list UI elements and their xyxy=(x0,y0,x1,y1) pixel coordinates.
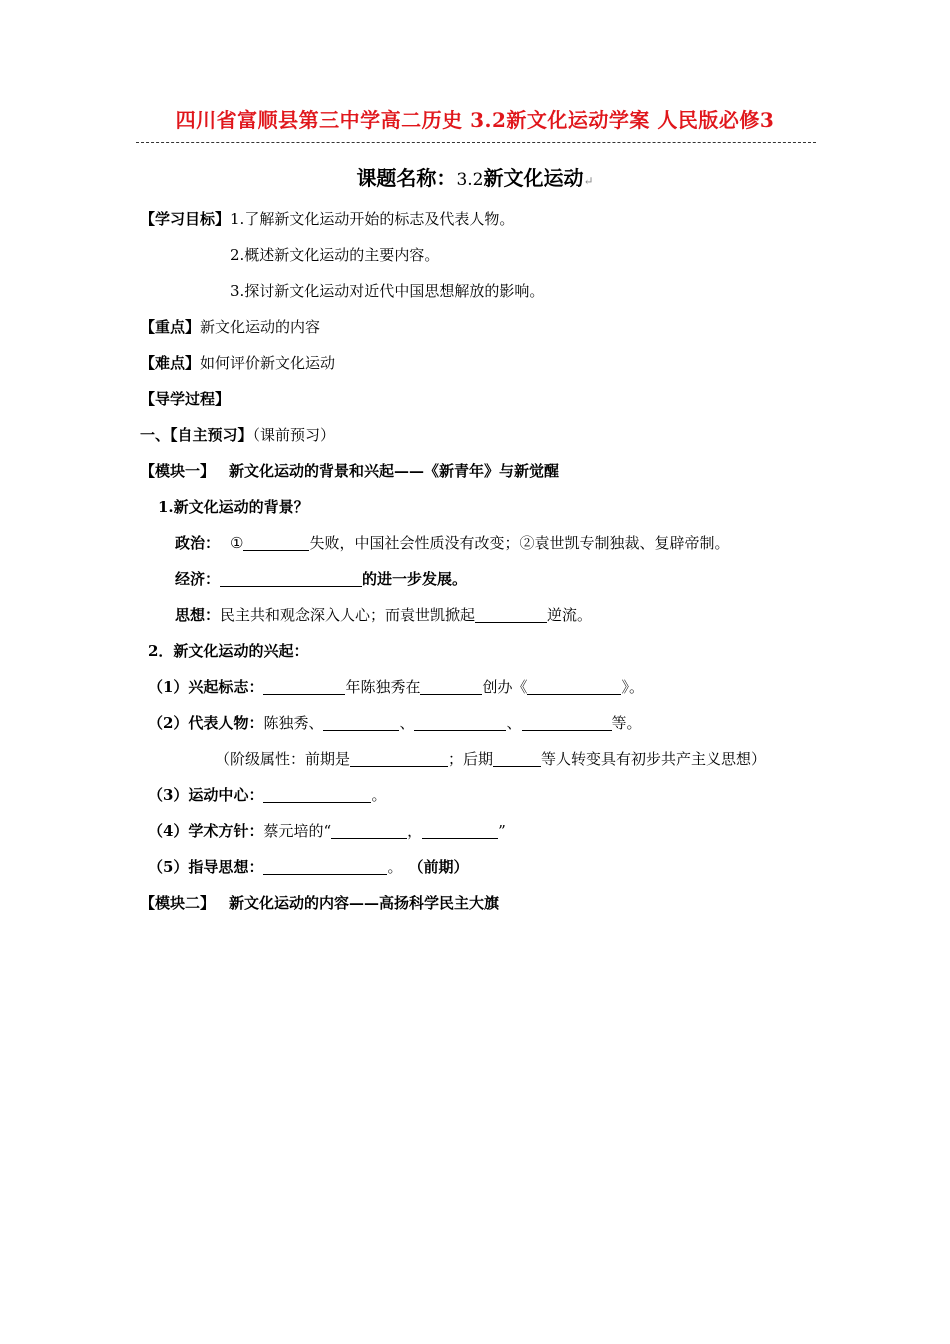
thought-line xyxy=(175,605,592,625)
title-divider xyxy=(136,142,816,143)
module-one-label: 【模块一】 xyxy=(140,462,216,480)
rise-item-2-text: 陈独秀、 xyxy=(263,714,324,732)
module-two-label: 【模块二】 xyxy=(140,894,216,912)
objective-item: 2.概述新文化运动的主要内容。 xyxy=(230,246,440,264)
economy-line xyxy=(175,569,467,589)
rise-item-5 xyxy=(148,857,468,877)
rise-item-1 xyxy=(148,677,644,697)
politics-marker: ① xyxy=(230,534,244,552)
rise-item-2-label: （2）代表人物： xyxy=(148,714,264,732)
fill-blank[interactable] xyxy=(414,714,506,731)
key-point-text: 新文化运动的内容 xyxy=(200,318,321,336)
fill-blank[interactable] xyxy=(522,714,612,731)
fill-blank[interactable] xyxy=(263,858,387,875)
economy-label: 经济： xyxy=(175,570,221,588)
document-title: 四川省富顺县第三中学高二历史 3.2新文化运动学案 人民版必修3 xyxy=(175,108,775,132)
politics-text: 失败，中国社会性质没有改变；②袁世凯专制独裁、复辟帝制。 xyxy=(309,534,730,552)
fill-blank[interactable] xyxy=(475,606,547,623)
module-one-heading xyxy=(140,461,559,481)
module-one-title: 新文化运动的背景和兴起——《新青年》与新觉醒 xyxy=(229,462,560,480)
key-point-line xyxy=(140,317,320,337)
rise-item-1-label: （1）兴起标志： xyxy=(148,678,264,696)
objective-item: 3.探讨新文化运动对近代中国思想解放的影响。 xyxy=(230,282,545,300)
rise-item-5-end: 。 xyxy=(387,858,403,876)
thought-end: 逆流。 xyxy=(547,606,593,624)
objectives-line-1 xyxy=(140,209,514,229)
paragraph-mark-icon: ↵ xyxy=(583,174,594,188)
class-nature-text: （阶级属性：前期是 xyxy=(215,750,351,768)
politics-line xyxy=(175,533,729,553)
background-heading: 1.新文化运动的背景？ xyxy=(158,498,309,516)
rise-heading: 2．新文化运动的兴起： xyxy=(148,642,309,660)
lesson-title-prefix: 课题名称： xyxy=(356,166,457,190)
rise-item-2 xyxy=(148,713,642,733)
rise-item-1-text: 年陈独秀在 xyxy=(345,678,421,696)
fill-blank[interactable] xyxy=(220,570,362,587)
fill-blank[interactable] xyxy=(350,750,448,767)
fill-blank[interactable] xyxy=(527,678,621,695)
lesson-title xyxy=(0,162,950,191)
module-two-heading xyxy=(140,893,499,913)
objectives-label: 【学习目标】 xyxy=(140,210,231,228)
fill-blank[interactable] xyxy=(323,714,399,731)
class-nature-line xyxy=(215,749,766,769)
difficulty-line xyxy=(140,353,335,373)
guide-heading: 【导学过程】 xyxy=(140,390,231,408)
difficulty-label: 【难点】 xyxy=(140,354,201,372)
section-one-note: （课前预习） xyxy=(252,426,336,444)
fill-blank[interactable] xyxy=(493,750,541,767)
objective-item: 1.了解新文化运动开始的标志及代表人物。 xyxy=(230,210,515,228)
class-nature-text: 等人转变具有初步共产主义思想） xyxy=(541,750,767,768)
rise-item-4-text: 蔡元培的“ xyxy=(263,822,332,840)
rise-item-3-end: 。 xyxy=(371,786,387,804)
section-one-heading xyxy=(140,425,335,445)
rise-item-4-end: ” xyxy=(498,822,506,840)
section-one-label: 【自主预习】 xyxy=(170,426,253,444)
rise-item-3-label: （3）运动中心： xyxy=(148,786,264,804)
thought-text: 民主共和观念深入人心；而袁世凯掀起 xyxy=(220,606,476,624)
rise-item-1-text: 》。 xyxy=(621,678,644,696)
thought-label: 思想： xyxy=(175,606,221,624)
rise-item-4-label: （4）学术方针： xyxy=(148,822,264,840)
section-one-prefix: 一、 xyxy=(140,426,171,444)
politics-label: 政治： xyxy=(175,534,221,552)
rise-item-4 xyxy=(148,821,506,841)
difficulty-text: 如何评价新文化运动 xyxy=(200,354,336,372)
rise-item-4-sep: ， xyxy=(407,822,423,840)
fill-blank[interactable] xyxy=(422,822,498,839)
rise-item-2-sep: 、 xyxy=(399,714,415,732)
key-point-label: 【重点】 xyxy=(140,318,201,336)
lesson-title-code: 3.2 xyxy=(456,170,484,190)
lesson-title-name: 新文化运动 xyxy=(483,166,584,190)
module-two-title: 新文化运动的内容——高扬科学民主大旗 xyxy=(229,894,500,912)
rise-item-5-label: （5）指导思想： xyxy=(148,858,264,876)
class-nature-text: ；后期 xyxy=(448,750,494,768)
rise-item-1-text: 创办《 xyxy=(482,678,528,696)
rise-item-2-end: 等。 xyxy=(611,714,642,732)
fill-blank[interactable] xyxy=(420,678,482,695)
rise-item-3 xyxy=(148,785,386,805)
rise-item-5-note: （前期） xyxy=(408,858,469,876)
rise-item-2-sep: 、 xyxy=(506,714,522,732)
economy-text: 的进一步发展。 xyxy=(362,570,468,588)
fill-blank[interactable] xyxy=(243,534,309,551)
fill-blank[interactable] xyxy=(263,786,371,803)
fill-blank[interactable] xyxy=(263,678,345,695)
fill-blank[interactable] xyxy=(331,822,407,839)
